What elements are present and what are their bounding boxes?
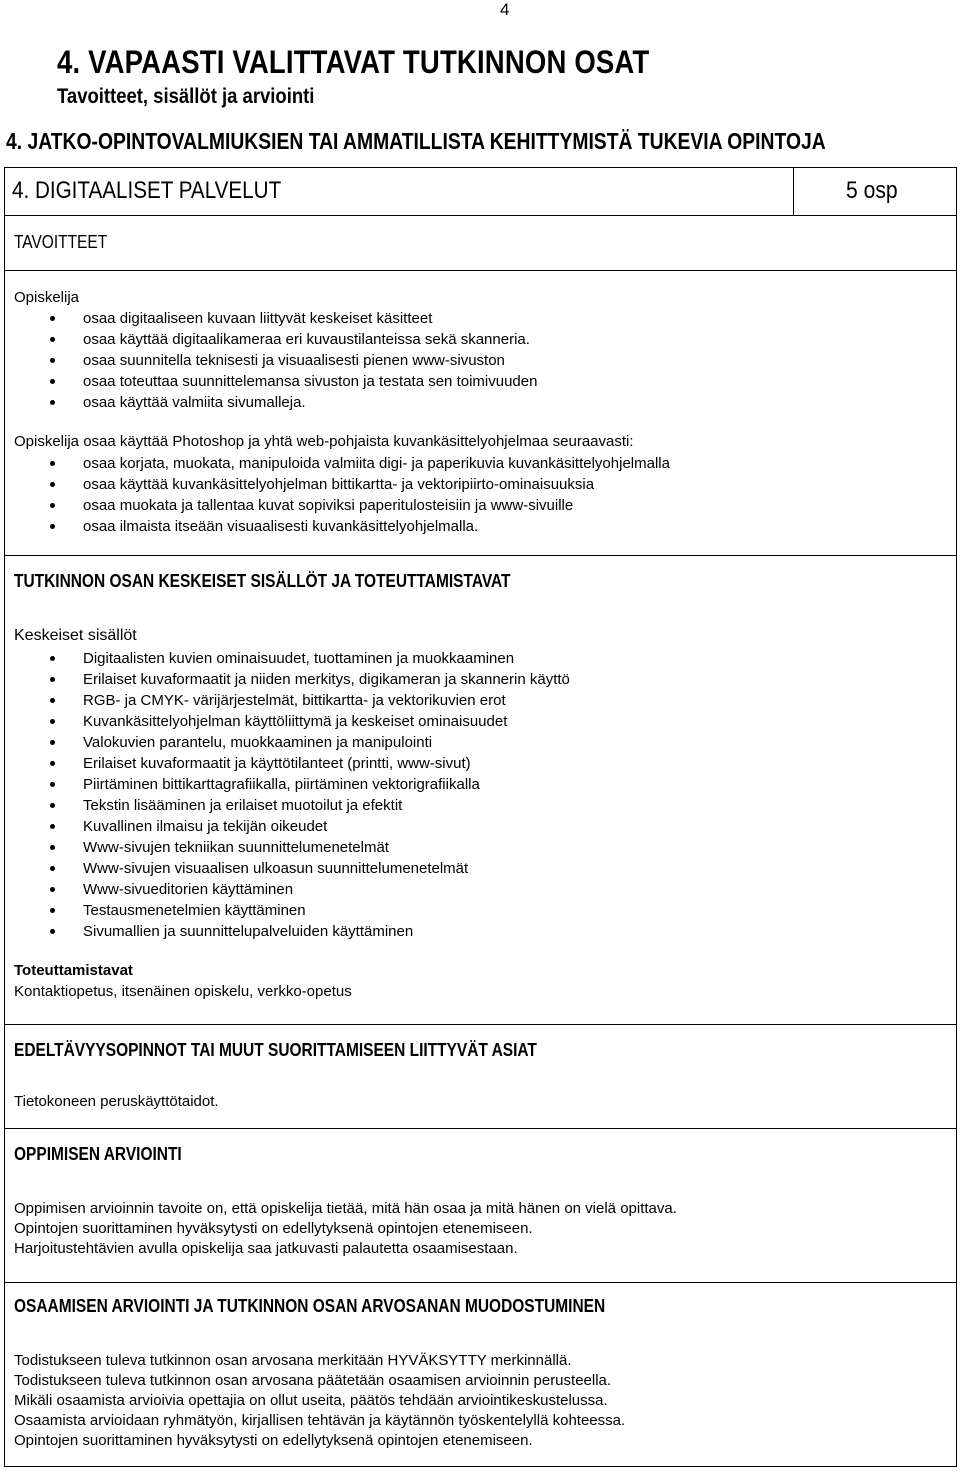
list-item: osaa suunnitella teknisesti ja visuaalisesti pienen www-sivuston: [0, 350, 537, 371]
goals-intro: Opiskelija: [14, 289, 80, 306]
grading-text: [14, 1351, 625, 1451]
list-item: Sivumallien ja suunnittelupalveluiden käyttäminen: [0, 921, 570, 942]
list-item: Digitaalisten kuvien ominaisuudet, tuottaminen ja muokkaaminen: [0, 648, 570, 669]
grading-line: Osaamista arvioidaan ryhmätyön, kirjallisen tehtävän ja käytännön työskentelyllä kohteessa.: [14, 1412, 626, 1429]
page-number: 4: [500, 0, 510, 19]
contents-list: [0, 648, 570, 942]
assessment-heading: OPPIMISEN ARVIOINTI: [14, 1144, 182, 1164]
grading-heading: OSAAMISEN ARVIOINTI JA TUTKINNON OSAN ARVOSANAN MUODOSTUMINEN: [14, 1296, 606, 1316]
contents-heading: TUTKINNON OSAN KESKEISET SISÄLLÖT JA TOTEUTTAMISTAVAT: [14, 571, 511, 591]
list-item: Kuvallinen ilmaisu ja tekijän oikeudet: [0, 816, 570, 837]
list-item: osaa toteuttaa suunnittelemansa sivuston ja testata sen toimivuuden: [0, 371, 537, 392]
grading-line: Todistukseen tuleva tutkinnon osan arvosana päätetään osaamisen arvioinnin perusteella.: [14, 1372, 612, 1389]
list-item: osaa ilmaista itseään visuaalisesti kuvankäsittelyohjelmalla.: [0, 516, 670, 537]
page-subtitle: Tavoitteet, sisällöt ja arviointi: [57, 85, 315, 108]
list-item: Testausmenetelmien käyttäminen: [0, 900, 570, 921]
list-item: Kuvankäsittelyohjelman käyttöliittymä ja keskeiset ominaisuudet: [0, 711, 570, 732]
list-item: osaa käyttää valmiita sivumalleja.: [0, 392, 537, 413]
section-heading: 4. JATKO-OPINTOVALMIUKSIEN TAI AMMATILLISTA KEHITTYMISTÄ TUKEVIA OPINTOJA: [6, 128, 826, 154]
module-title: 4. DIGITAALISET PALVELUT: [12, 177, 282, 204]
assessment-line: Harjoitustehtävien avulla opiskelija saa jatkuvasti palautetta osaamisestaan.: [14, 1240, 518, 1257]
list-item: Www-sivujen tekniikan suunnittelumenetelmät: [0, 837, 570, 858]
prerequisites-text: Tietokoneen peruskäyttötaidot.: [14, 1093, 219, 1110]
assessment-text: [14, 1199, 677, 1259]
goals-heading: TAVOITTEET: [14, 232, 108, 252]
goals-intro-2: Opiskelija osaa käyttää Photoshop ja yhtä web-pohjaista kuvankäsittelyohjelmaa seuraavasti:: [14, 433, 634, 450]
module-credits: 5 osp: [846, 177, 898, 204]
list-item: Valokuvien parantelu, muokkaaminen ja manipulointi: [0, 732, 570, 753]
list-item: Erilaiset kuvaformaatit ja niiden merkitys, digikameran ja skannerin käyttö: [0, 669, 570, 690]
page-title: 4. VAPAASTI VALITTAVAT TUTKINNON OSAT: [57, 44, 650, 80]
methods-text: Kontaktiopetus, itsenäinen opiskelu, verkko-opetus: [14, 983, 352, 1000]
goals-list: [0, 308, 537, 413]
list-item: osaa käyttää kuvankäsittelyohjelman bittikartta- ja vektoripiirto-ominaisuuksia: [0, 474, 670, 495]
list-item: Tekstin lisääminen ja erilaiset muotoilut ja efektit: [0, 795, 570, 816]
assessment-line: Oppimisen arvioinnin tavoite on, että opiskelija tietää, mitä hän osaa ja mitä hänen on vielä opittava.: [14, 1200, 677, 1217]
assessment-line: Opintojen suorittaminen hyväksytysti on edellytyksenä opintojen etenemiseen.: [14, 1220, 533, 1237]
contents-subheading: Keskeiset sisällöt: [14, 627, 137, 644]
methods-heading: Toteuttamistavat: [14, 962, 133, 979]
list-item: Www-sivujen visuaalisen ulkoasun suunnittelumenetelmät: [0, 858, 570, 879]
prerequisites-heading: EDELTÄVYYSOPINNOT TAI MUUT SUORITTAMISEEN LIITTYVÄT ASIAT: [14, 1040, 537, 1060]
grading-line: Todistukseen tuleva tutkinnon osan arvosana merkitään HYVÄKSYTTY merkinnällä.: [14, 1352, 572, 1369]
list-item: osaa korjata, muokata, manipuloida valmiita digi- ja paperikuvia kuvankäsittelyohjelmalla: [0, 453, 670, 474]
list-item: osaa digitaaliseen kuvaan liittyvät keskeiset käsitteet: [0, 308, 537, 329]
list-item: Www-sivueditorien käyttäminen: [0, 879, 570, 900]
list-item: RGB- ja CMYK- värijärjestelmät, bittikartta- ja vektorikuvien erot: [0, 690, 570, 711]
list-item: osaa muokata ja tallentaa kuvat sopiviksi paperitulosteisiin ja www-sivuille: [0, 495, 670, 516]
list-item: Erilaiset kuvaformaatit ja käyttötilanteet (printti, www-sivut): [0, 753, 570, 774]
grading-line: Opintojen suorittaminen hyväksytysti on edellytyksenä opintojen etenemiseen.: [14, 1432, 533, 1449]
list-item: Piirtäminen bittikarttagrafiikalla, piirtäminen vektorigrafiikalla: [0, 774, 570, 795]
goals-list-2: [0, 453, 670, 537]
list-item: osaa käyttää digitaalikameraa eri kuvaustilanteissa sekä skanneria.: [0, 329, 537, 350]
grading-line: Mikäli osaamista arvioivia opettajia on ollut useita, päätös tehdään arviointikeskustelussa.: [14, 1392, 608, 1409]
